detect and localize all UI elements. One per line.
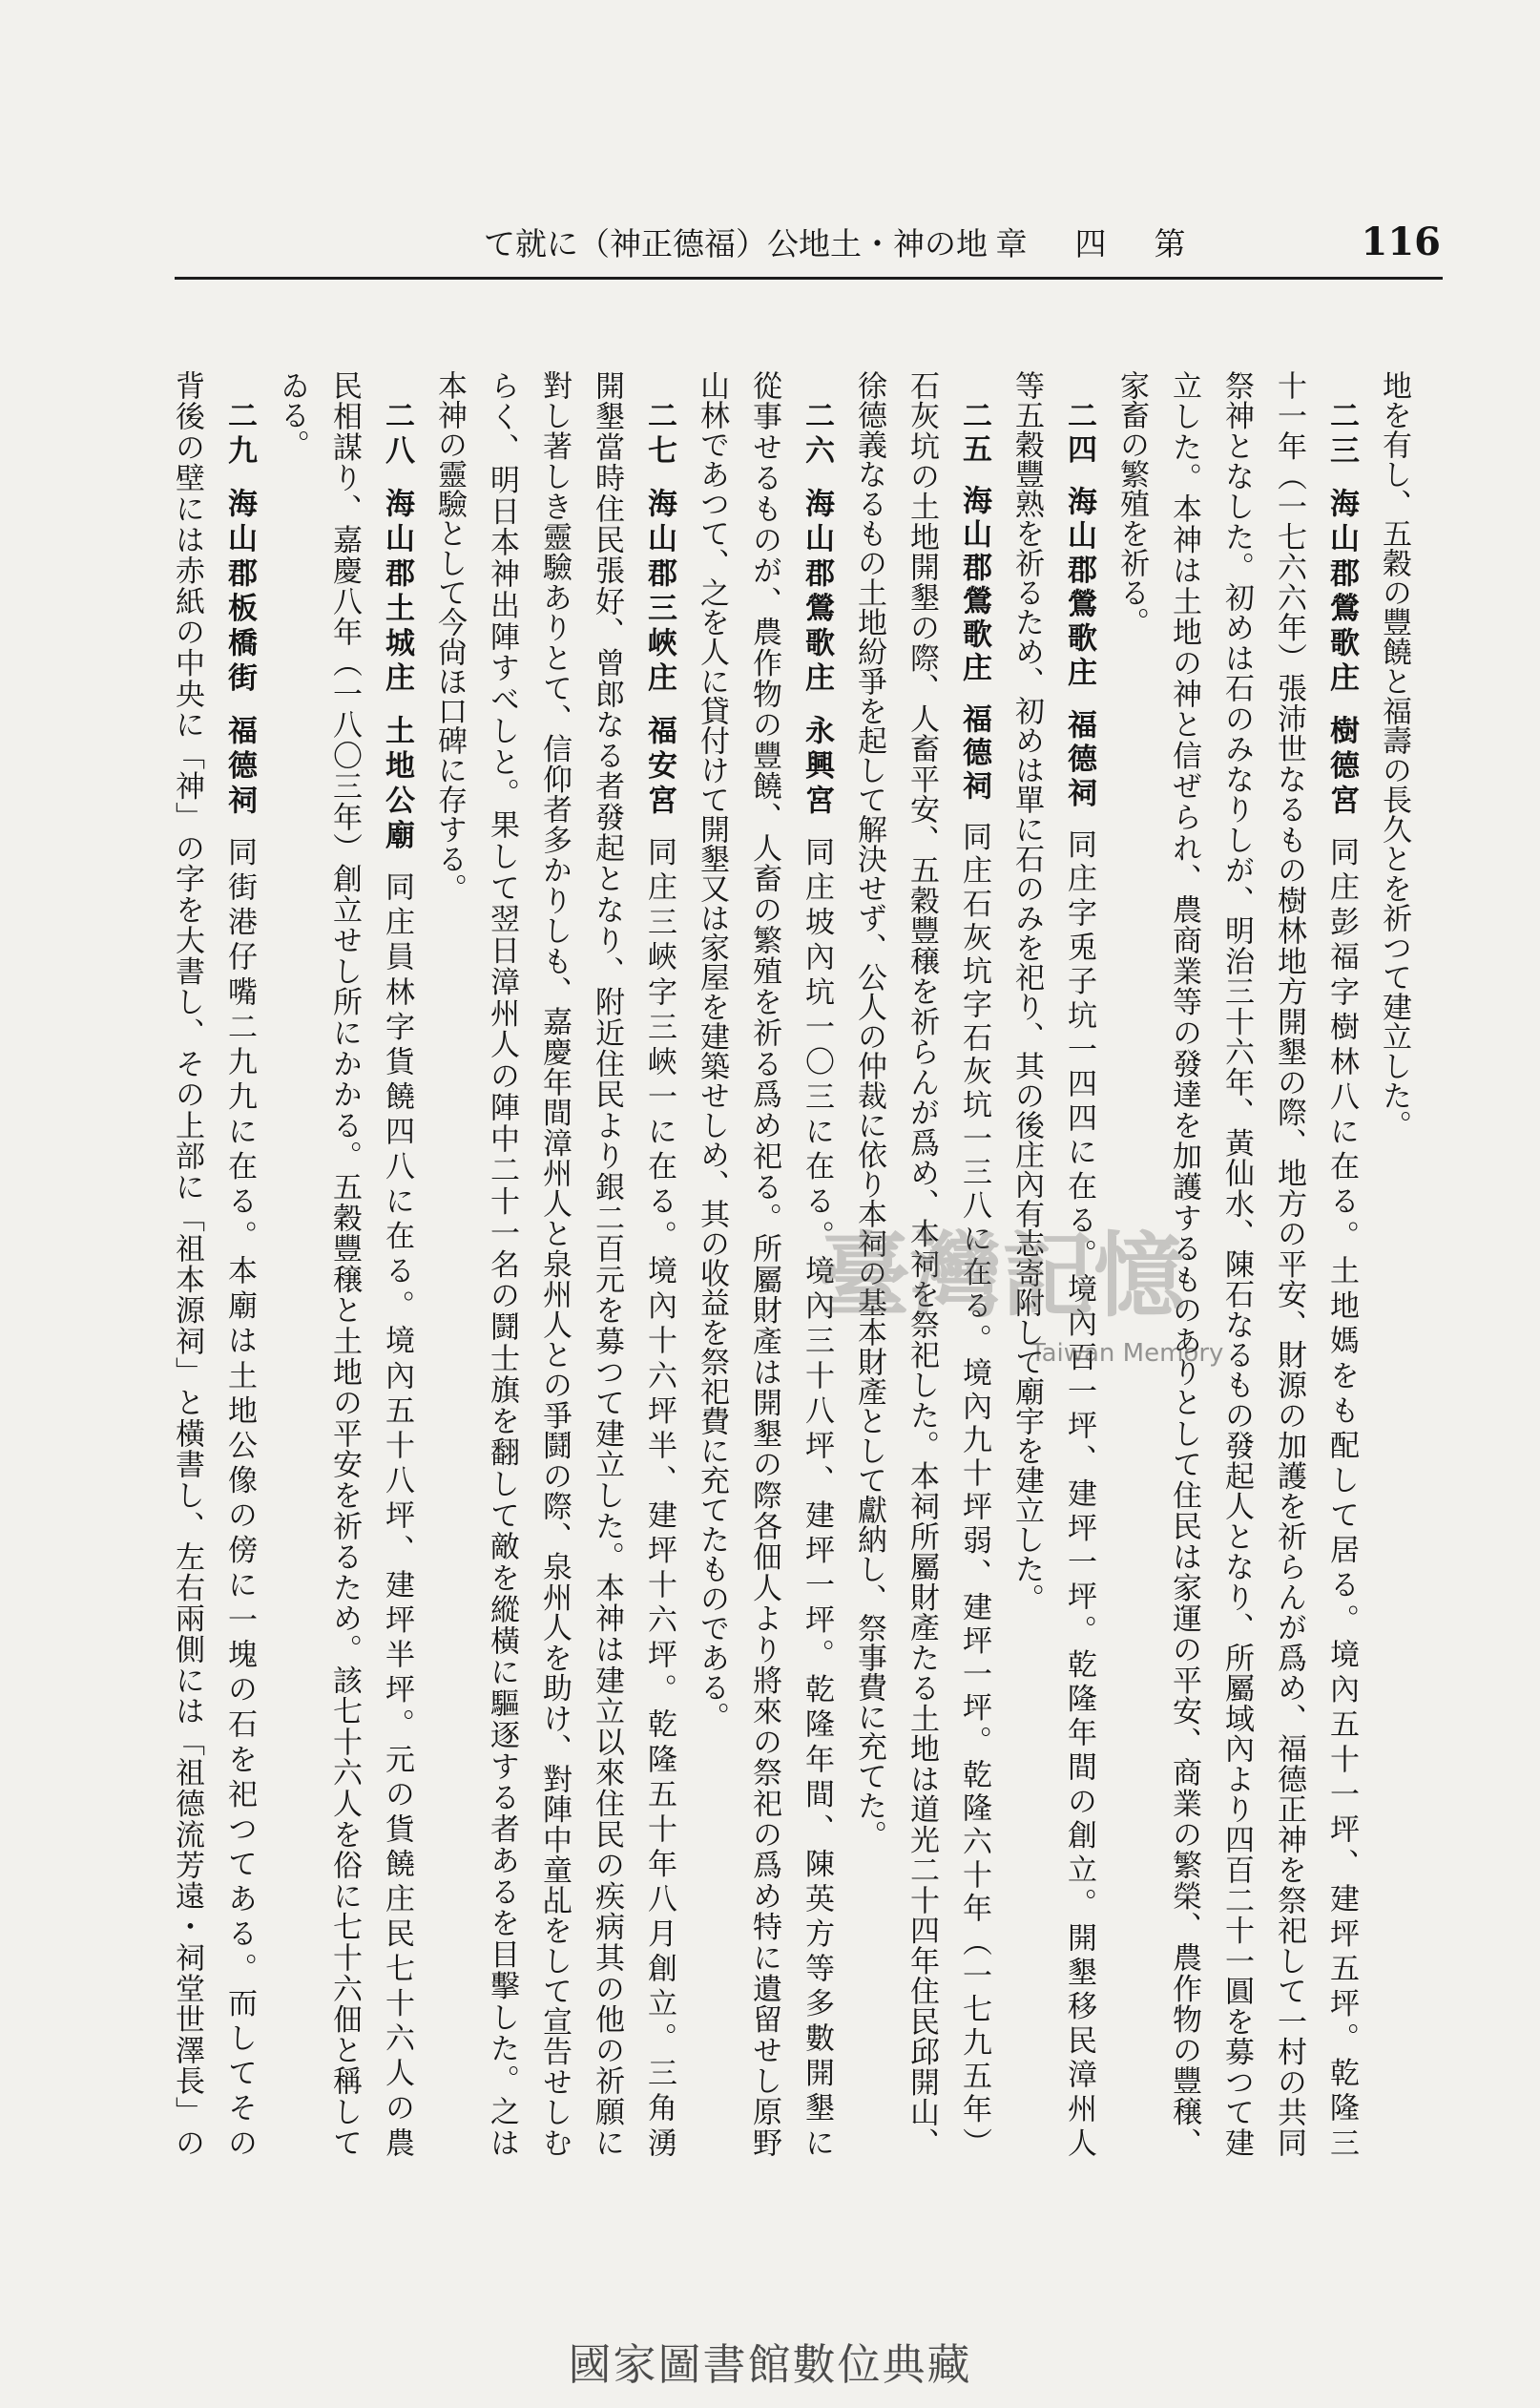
entry-text: 同庄石灰坑字石灰坑一三八に在る。境內九十坪弱、建坪一坪。乾隆六十年（一七九五年） (957, 821, 991, 2158)
entry-text: 同庄員林字貨饒四八に在る。境內五十八坪、建坪半坪。元の貨饒庄民七十六人の農 (380, 871, 414, 2158)
text-column: 開墾當時住民張好、曾郎なる者發起となり、附近住民より銀二百元を募つて建立した。本神は建立以來住民の疾病其の他の祈願に (590, 370, 624, 2157)
entry-location: 海山郡鶯歌庄 (957, 484, 991, 686)
text-column: 等五穀豐熟を祈るため、初めは單に石のみを祀り、其の後庄內有志寄附して廟宇を建立した。 (1009, 370, 1044, 1613)
text-column: 地を有し、五穀の豐饒と福壽の長久とを祈つて建立した。 (1377, 370, 1411, 1140)
entry-heading-column (950, 370, 998, 2157)
entry-shrine-name: 福德祠 (1062, 708, 1096, 812)
entry-number: 二九 (222, 400, 257, 471)
entry-location: 海山郡三峽庄 (642, 487, 676, 697)
entry-text: 同庄坡內坑一〇三に在る。境內三十八坪、建坪一坪。乾隆年間、陳英方等多數開墾に (800, 836, 834, 2158)
entry-location: 海山郡板橋街 (222, 487, 257, 697)
entry-location: 海山郡鶯歌庄 (800, 487, 834, 697)
entry-number: 二三 (1324, 400, 1359, 471)
entry-shrine-name: 福安宮 (642, 714, 676, 820)
entry-heading-column (1318, 370, 1365, 2157)
entry-location: 海山郡土城庄 (380, 487, 414, 697)
entry-number: 二七 (642, 400, 676, 471)
entry-heading-column (793, 370, 841, 2157)
text-column: 徐德義なるもの土地紛爭を起して解決せず、公人の仲裁に依り本祠の基本財產として獻納し、祭事費に充てた。 (852, 370, 886, 1850)
entry-text: 同庄彭福字樹林八に在る。土地媽をも配して居る。境內五十一坪、建坪五坪。乾隆三 (1324, 836, 1359, 2158)
text-column: 家畜の繁殖を祈る。 (1114, 370, 1149, 637)
text-column: 祭神となした。初めは石のみなりしが、明治三十六年、黃仙水、陳石なるもの發起人となり、所屬域內より四百二十一圓を募つて建 (1219, 370, 1254, 2157)
entry-heading-column (216, 370, 263, 2157)
text-column: 立した。本神は土地の神と信ぜられ、農商業等の發達を加護するものありとして住民は家運の平安、商業の繁榮、農作物の豐穣、 (1167, 370, 1201, 2157)
text-column: 山林であつて、之を人に貸付けて開墾又は家屋を建築せしめ、其の收益を祭祀費に充てたものである。 (695, 370, 729, 1731)
text-column: 背後の壁には赤紙の中央に「神」の字を大書し、その上部に「祖本源祠」と橫書し、左右兩側には「祖德流芳遠・祠堂世澤長」の (170, 370, 204, 2157)
text-column: 十一年（一七六六年）張沛世なるもの樹林地方開墾の際、地方の平安、財源の加護を祈らんが爲め、福德正神を祭祀して一村の共同 (1272, 370, 1306, 2157)
text-column: 對し著しき靈驗ありとて、信仰者多かりしも、嘉慶年間漳州人と泉州人との爭鬪の際、泉州人を助け、對陣中童乩をして宣告せしむ (537, 370, 572, 2157)
entry-shrine-name: 福德祠 (222, 714, 257, 820)
text-column: らく、明日本神出陣すべしと。果して翌日漳州人の陣中二十一名の鬪士旗を翻して敵を縱橫に驅逐する者あるを目擊した。之は (485, 370, 519, 2157)
text-column: ゐる。 (275, 370, 309, 459)
chapter-label: 第四章 (995, 225, 1234, 262)
watermark-subtitle: Taiwan Memory (1030, 1339, 1224, 1368)
entry-number: 二八 (380, 400, 414, 471)
entry-heading-column (373, 370, 421, 2157)
entry-number: 二六 (800, 400, 834, 471)
entry-shrine-name: 永興宮 (800, 714, 834, 820)
entry-number: 二五 (957, 400, 991, 468)
entry-location: 海山郡鶯歌庄 (1062, 486, 1096, 692)
entry-heading-column (635, 370, 683, 2157)
text-column: 從事せるものが、農作物の豐饒、人畜の繁殖を祈る爲め祀る。所屬財產は開墾の際各佃人より將來の祭祀の爲め特に遺留せし原野 (747, 370, 781, 2157)
entry-text: 同街港仔嘴二九九に在る。本廟は土地公像の傍に一塊の石を祀つてある。而してその (222, 836, 257, 2158)
text-column: 本神の靈驗として今尙ほ口碑に存する。 (432, 370, 467, 903)
entry-shrine-name: 樹德宮 (1324, 714, 1359, 820)
watermark-logo: 臺灣記憶 (819, 1222, 1185, 1330)
entry-number: 二四 (1062, 400, 1096, 469)
footer-collection-label: 國家圖書館數位典藏 (568, 2339, 972, 2390)
running-title: 地の神・土地公（福德正神）に就て (484, 225, 988, 262)
text-column: 民相謀り、嘉慶八年（一八〇三年）創立せし所にかかる。五穀豐穣と土地の平安を祈るため。該七十六人を俗に七十六佃と稱して (327, 370, 362, 2157)
entry-text: 同庄三峽字三峽一に在る。境內十六坪半、建坪十六坪。乾隆五十年八月創立。三角湧 (642, 836, 676, 2158)
entry-text: 同庄字兎子坑一四四に在る。境內百一坪、建坪一坪。乾隆年間の創立。開墾移民漳州人 (1062, 828, 1096, 2158)
entry-location: 海山郡鶯歌庄 (1324, 487, 1359, 697)
page-number: 116 (1361, 220, 1441, 264)
entry-shrine-name: 土地公廟 (380, 714, 414, 854)
entry-heading-column (1055, 370, 1103, 2157)
entry-shrine-name: 福德祠 (957, 702, 991, 805)
text-column: 石灰坑の土地開墾の際、人畜平安、五穀豐穣を祈らんが爲め、本祠を祭祀した。本祠所屬財產たる土地は道光二十四年住民邱開山、 (905, 370, 939, 2157)
